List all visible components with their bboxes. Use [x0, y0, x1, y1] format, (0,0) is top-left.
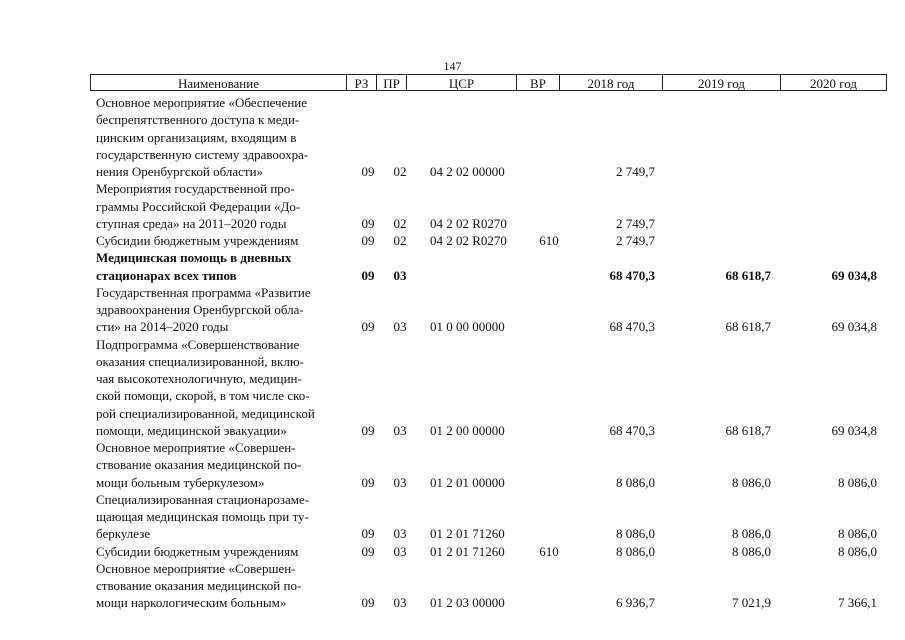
row-name-line: Мероприятия государственной про- [96, 181, 295, 197]
row-name-line: Государственная программа «Развитие [96, 284, 311, 300]
row-name-line: беспрепятственного доступа к меди- [96, 112, 300, 128]
row-2019: 7 021,9 [732, 595, 771, 611]
row-pr: 03 [393, 526, 407, 542]
row-name-line: Субсидии бюджетным учреждениям [96, 233, 299, 248]
row-csr: 04 2 02 R0270 [430, 233, 507, 248]
row-name-line: беркулезе [96, 526, 151, 542]
row-name-line: здравоохранения Оренбургской обла- [96, 302, 304, 317]
row-2018: 6 936,7 [616, 595, 655, 611]
row-name-line: рой специализированной, медицинской [96, 405, 315, 421]
row-name-line: стационарах всех типов [96, 267, 237, 283]
header-csr: ЦСР [406, 74, 516, 91]
row-name-line: мощи больным туберкулезом» [96, 474, 265, 490]
row-csr: 04 2 02 00000 [430, 164, 505, 179]
table-body [96, 94, 886, 612]
row-2018: 2 749,7 [616, 233, 655, 248]
row-name [96, 491, 346, 543]
table-row [96, 491, 886, 543]
row-pr: 03 [393, 474, 407, 490]
row-rz: 09 [361, 267, 375, 283]
row-rz: 09 [361, 543, 375, 559]
row-rz: 09 [361, 526, 375, 542]
table-row [96, 284, 886, 336]
row-csr: 01 2 01 71260 [430, 543, 505, 559]
header-2018: 2018 год [559, 74, 662, 91]
row-rz: 09 [361, 474, 375, 490]
table-row [96, 180, 886, 232]
row-2020: 69 034,8 [831, 267, 877, 283]
row-name-line: ской помощи, скорой, в том числе ско- [96, 388, 310, 404]
row-pr: 03 [393, 595, 407, 611]
header-vr: ВР [516, 74, 559, 91]
row-name [96, 284, 346, 336]
header-2020: 2020 год [780, 74, 887, 91]
row-2019: 68 618,7 [725, 319, 771, 335]
row-name-line: государственную систему здравоохра- [96, 146, 309, 162]
row-pr: 02 [393, 233, 407, 248]
row-name-line: Специализированная стационарозаме- [96, 491, 310, 507]
row-pr: 03 [393, 422, 407, 438]
table-row [96, 249, 886, 284]
row-name-line: цинским организациям, входящим в [96, 129, 297, 145]
row-2020: 8 086,0 [838, 543, 877, 559]
row-pr: 02 [393, 164, 407, 179]
table-header [90, 74, 887, 91]
row-2019: 8 086,0 [732, 474, 771, 490]
row-name-line: Субсидии бюджетным учреждениям [96, 543, 299, 559]
row-2019: 8 086,0 [732, 526, 771, 542]
row-2018: 8 086,0 [616, 474, 655, 490]
row-name-line: граммы Российской Федерации «До- [96, 198, 301, 214]
row-name-line: Основное мероприятие «Обеспечение [96, 95, 308, 110]
row-name-line: Подпрограмма «Совершенствование [96, 336, 300, 352]
row-name-line: мощи наркологическим больным» [96, 595, 287, 611]
row-pr: 03 [393, 267, 407, 283]
row-name [96, 232, 346, 249]
table-row [96, 336, 886, 440]
row-2020: 8 086,0 [838, 526, 877, 542]
row-rz: 09 [361, 319, 375, 335]
table-row [96, 439, 886, 491]
row-pr: 03 [393, 319, 407, 335]
table-row [96, 94, 886, 180]
row-vr: 610 [539, 543, 559, 559]
row-rz: 09 [361, 233, 375, 248]
row-2018: 8 086,0 [616, 543, 655, 559]
row-2020: 8 086,0 [838, 474, 877, 490]
row-vr: 610 [539, 233, 559, 248]
row-name [96, 336, 346, 440]
row-csr: 01 2 03 00000 [430, 595, 505, 611]
row-2018: 8 086,0 [616, 526, 655, 542]
row-name-line: Основное мероприятие «Совершен- [96, 440, 296, 455]
row-name-line: помощи, медицинской эвакуации» [96, 422, 287, 438]
row-name [96, 543, 346, 560]
header-pr: ПР [376, 74, 406, 91]
row-name [96, 180, 346, 232]
row-2019: 8 086,0 [732, 543, 771, 559]
row-name-line: ствование оказания медицинской по- [96, 578, 302, 593]
row-name-line: нения Оренбургской области» [96, 164, 264, 179]
row-name [96, 560, 346, 612]
table-row [96, 232, 886, 249]
row-2018: 68 470,3 [609, 422, 655, 438]
row-csr: 01 2 01 71260 [430, 526, 505, 542]
row-2020: 69 034,8 [831, 319, 877, 335]
row-csr: 04 2 02 R0270 [430, 215, 507, 231]
row-name-line: щающая медицинская помощь при ту- [96, 509, 309, 524]
row-2019: 68 618,7 [725, 267, 771, 283]
row-2018: 2 749,7 [616, 215, 655, 231]
row-rz: 09 [361, 215, 375, 231]
header-rz: РЗ [346, 74, 376, 91]
table-row [96, 560, 886, 612]
row-2020: 7 366,1 [838, 595, 877, 611]
row-csr: 01 0 00 00000 [430, 319, 505, 335]
row-pr: 03 [393, 543, 407, 559]
table-row [96, 543, 886, 560]
header-2019: 2019 год [662, 74, 780, 91]
row-2018: 68 470,3 [609, 267, 655, 283]
row-name-line: чая высокотехнологичную, медицин- [96, 371, 302, 386]
row-2018: 68 470,3 [609, 319, 655, 335]
row-pr: 02 [393, 215, 407, 231]
row-name-line: Основное мероприятие «Совершен- [96, 560, 296, 576]
row-name [96, 439, 346, 491]
row-name-line: оказания специализированной, вклю- [96, 353, 304, 369]
row-2018: 2 749,7 [616, 164, 655, 179]
row-name-line: сти» на 2014–2020 годы [96, 319, 229, 335]
row-name-line: ствование оказания медицинской по- [96, 457, 302, 473]
page-number: 147 [443, 59, 462, 73]
row-2020: 69 034,8 [831, 422, 877, 438]
row-name-line: Медицинская помощь в дневных [96, 250, 292, 266]
row-2019: 68 618,7 [725, 422, 771, 438]
header-name: Наименование [90, 74, 346, 91]
row-name-line: ступная среда» на 2011–2020 годы [96, 215, 287, 231]
row-csr: 01 2 00 00000 [430, 422, 505, 438]
row-csr: 01 2 01 00000 [430, 474, 505, 490]
row-name [96, 94, 346, 180]
row-rz: 09 [361, 164, 375, 179]
row-rz: 09 [361, 422, 375, 438]
row-rz: 09 [361, 595, 375, 611]
row-name [96, 249, 346, 284]
